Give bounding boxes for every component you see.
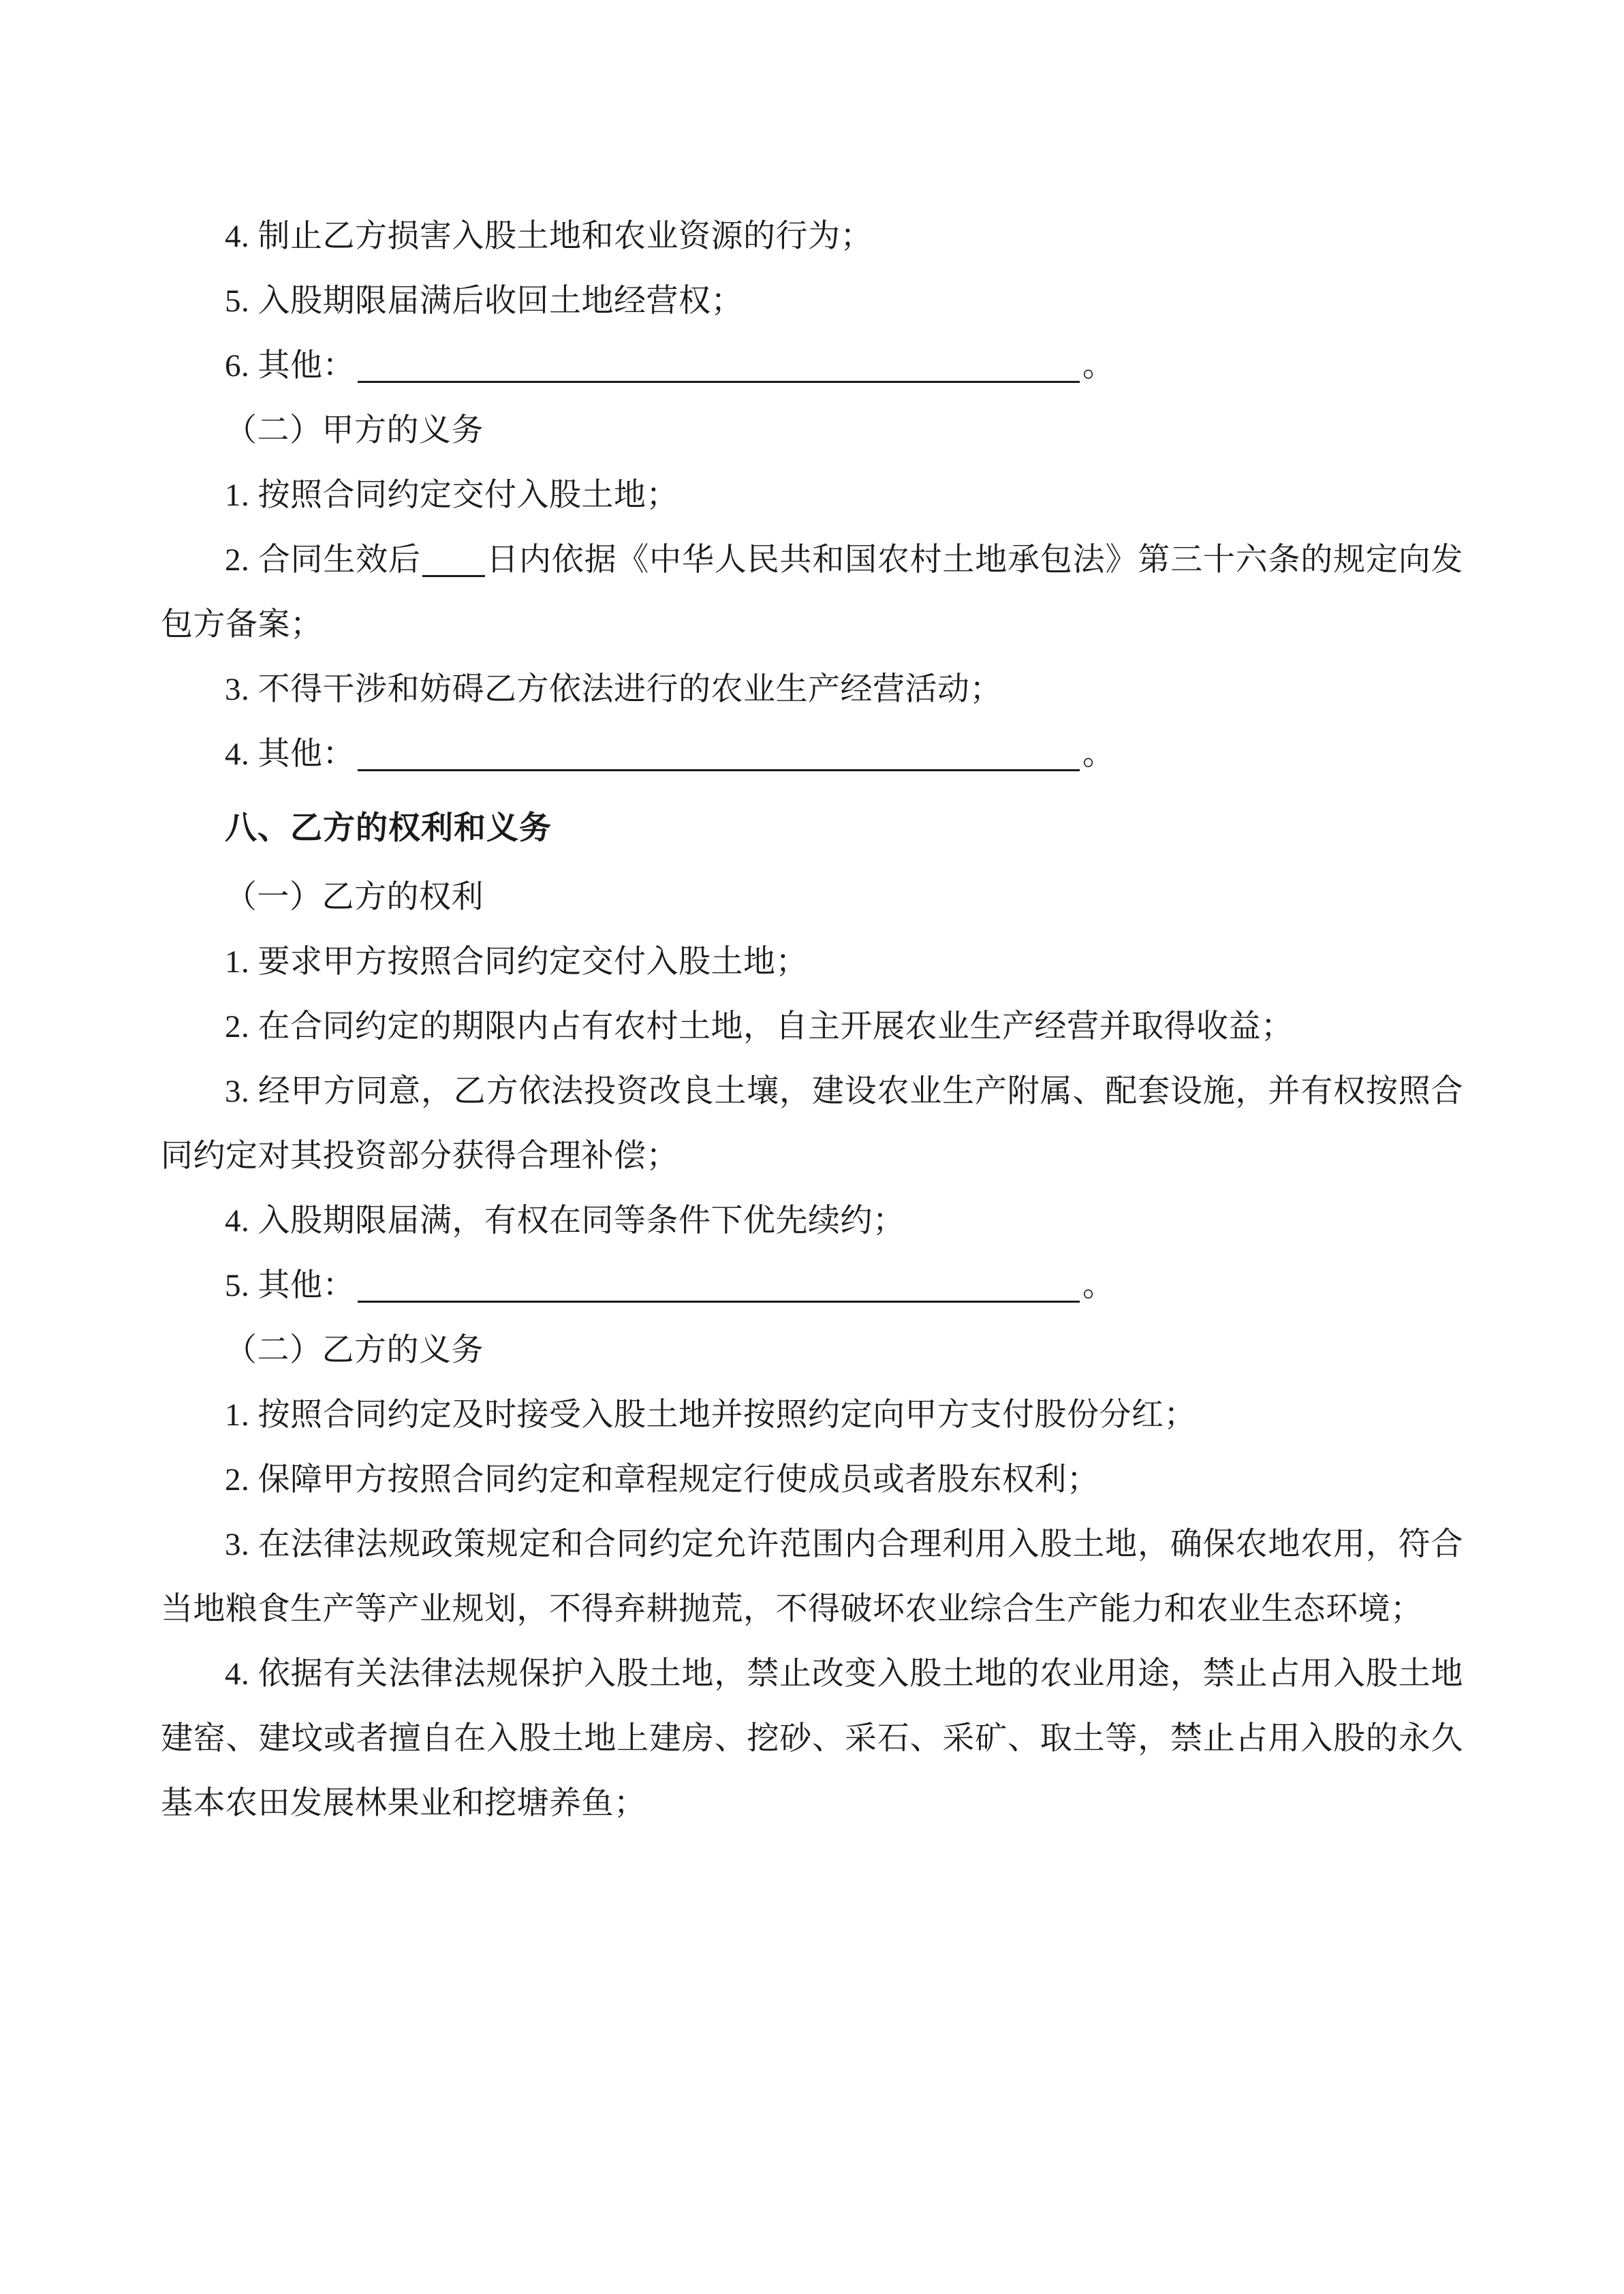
list-item-with-blank: [161, 1254, 1463, 1318]
fill-in-blank-days[interactable]: [422, 575, 485, 577]
subsection-title: （二）甲方的义务: [225, 413, 484, 448]
fill-in-blank[interactable]: [358, 769, 1080, 771]
section-heading: 八、乙方的权利和义务: [225, 811, 552, 846]
list-item-with-blank: [161, 334, 1463, 399]
document-body: [161, 204, 1463, 1836]
fill-in-blank[interactable]: [358, 381, 1080, 383]
list-item: 3. 在法律法规政策规定和合同约定允许范围内合理利用入股土地，确保农地农用，符合当地粮食生产等产业规划，不得弃耕抛荒，不得破坏农业综合生产能力和农业生态环境；: [161, 1527, 1463, 1627]
list-item-with-blank: [161, 722, 1463, 787]
subsection-title: （二）乙方的义务: [225, 1333, 484, 1368]
list-item: 2. 保障甲方按照合同约定和章程规定行使成员或者股东权利；: [225, 1462, 1099, 1498]
list-item: 4. 制止乙方损害入股土地和农业资源的行为；: [225, 219, 873, 254]
list-item-label: 6. 其他：: [225, 348, 355, 384]
subsection-title: （一）乙方的权利: [225, 880, 484, 915]
list-item: 4. 依据有关法律法规保护入股土地，禁止改变入股土地的农业用途，禁止占用入股土地建窑、建坟或者擅自在入股土地上建房、挖砂、采石、采矿、取土等，禁止占用入股的永久基本农田发展林果业和挖塘养鱼；: [161, 1656, 1463, 1821]
list-item: 5. 入股期限届满后收回土地经营权；: [225, 283, 743, 319]
list-item-label: 4. 其他：: [225, 737, 355, 772]
list-item: 3. 不得干涉和妨碍乙方依法进行的农业生产经营活动；: [225, 672, 1002, 707]
list-item-suffix: 。: [1082, 1268, 1115, 1303]
list-item: 2. 在合同约定的期限内占有农村土地，自主开展农业生产经营并取得收益；: [225, 1009, 1294, 1044]
list-item: 3. 经甲方同意，乙方依法投资改良土壤，建设农业生产附属、配套设施，并有权按照合同约定对其投资部分获得合理补偿；: [161, 1074, 1463, 1174]
list-item-suffix: 。: [1082, 737, 1115, 772]
list-item: 1. 要求甲方按照合同约定交付入股土地；: [225, 944, 808, 980]
list-item-suffix: 日内依据《中华人民共和国农村土地承包法》第三十六条的规定向发包方备案；: [161, 542, 1464, 642]
list-item-with-inline-blank: [161, 528, 1463, 657]
list-item: 1. 按照合同约定及时接受入股土地并按照约定向甲方支付股份分红；: [225, 1397, 1196, 1433]
list-item-prefix: 2. 合同生效后: [225, 542, 421, 578]
list-item-label: 5. 其他：: [225, 1268, 355, 1303]
list-item-suffix: 。: [1082, 348, 1115, 384]
list-item: 4. 入股期限届满，有权在同等条件下优先续约；: [225, 1203, 905, 1239]
fill-in-blank[interactable]: [358, 1301, 1080, 1303]
list-item: 1. 按照合同约定交付入股土地；: [225, 478, 678, 513]
